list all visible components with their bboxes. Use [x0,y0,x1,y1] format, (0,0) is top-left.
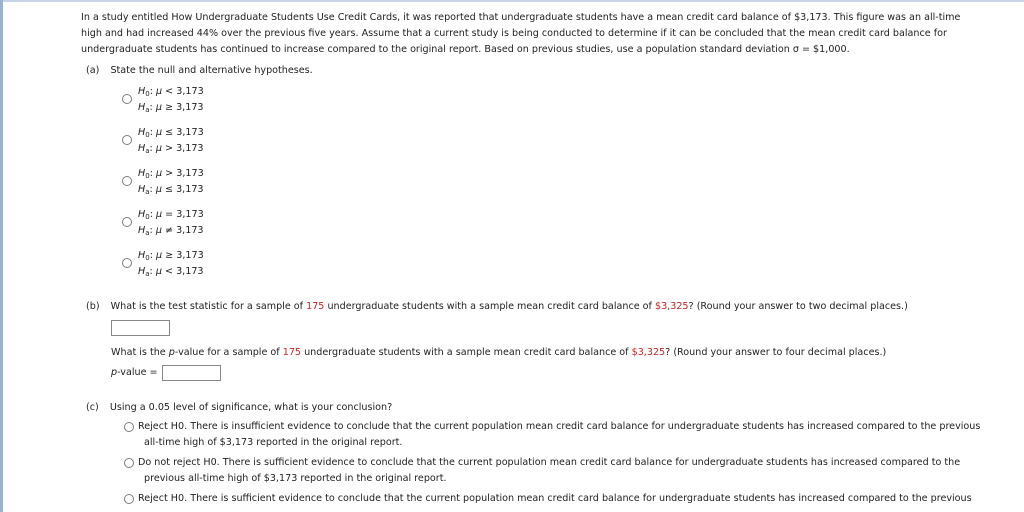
top-bar [0,0,1024,2]
part-b-q2-mid1: -value for a sample of [174,347,283,358]
part-a-label: (a) [86,65,100,76]
conclusion-cont-2: previous all-time high of $3,173 reported in the original report. [144,473,447,484]
p-word: p [168,347,175,358]
hypothesis-alt-4: $H_a$: μ ≠ 3,173 [138,225,204,237]
conclusion-text-1: Reject H0. There is insufficient evidence to conclude that the current population mean credit card balance for undergraduate students has increased compared to the previous [138,421,981,432]
part-a-header [86,65,313,76]
conclusion-radio-3[interactable] [124,494,134,504]
part-b-q1-pre: What is the test statistic for a sample of [110,301,307,312]
intro-line-2: high and had increased 44% over the previous five years. Assume that a current study is being conducted to determine if it can be concluded that the mean credit card balance for [81,28,947,39]
hypothesis-null-3: $H_0$: μ > 3,173 [138,168,204,180]
hypothesis-null-4: $H_0$: μ = 3,173 [138,209,204,221]
pvalue-p: p [111,367,118,378]
pvalue-label [111,367,158,378]
hypothesis-null-2: $H_0$: μ ≤ 3,173 [138,127,204,139]
part-b-label: (b) [86,301,100,312]
hypothesis-radio-3[interactable] [122,176,132,186]
conclusion-text-3: Reject H0. There is sufficient evidence to conclude that the current population mean credit card balance for undergraduate students has increased compared to the previous [138,493,972,504]
part-a-question: State the null and alternative hypotheses. [110,65,313,76]
part-c-label: (c) [86,402,99,413]
intro-line-1: In a study entitled How Undergraduate Students Use Credit Cards, it was reported that undergraduate students have a mean credit card balance of $3,173. This figure was an all-time [81,12,961,23]
part-b-q2 [111,347,1011,358]
intro-text [81,10,1001,58]
intro-line-3: undergraduate students has continued to increase compared to the original report. Based on previous studies, use a population standard deviation σ = $1,000. [81,44,850,55]
test-statistic-input[interactable] [111,320,170,336]
part-b-q2-mid2: undergraduate students with a sample mean credit card balance of [301,347,632,358]
sample-mean: $3,325 [654,301,689,312]
sample-mean-2: $3,325 [631,347,666,358]
conclusion-radio-2[interactable] [124,458,134,468]
conclusion-text-2: Do not reject H0. There is sufficient evidence to conclude that the current population mean credit card balance for undergraduate students has increased compared to the [138,457,961,468]
pvalue-input[interactable] [162,365,221,381]
part-b-q2-post: ? (Round your answer to four decimal places.) [665,347,887,358]
part-b-q1-post: ? (Round your answer to two decimal places.) [688,301,908,312]
sample-size-2: 175 [282,347,302,358]
hypothesis-radio-4[interactable] [122,217,132,227]
part-b-question [86,301,1006,312]
part-c-question: Using a 0.05 level of significance, what is your conclusion? [109,402,393,413]
hypothesis-alt-5: $H_a$: μ < 3,173 [138,266,204,278]
hypothesis-alt-2: $H_a$: μ > 3,173 [138,143,204,155]
pvalue-rest: -value = [117,367,158,378]
conclusion-radio-1[interactable] [124,422,134,432]
left-rule [0,0,3,512]
part-b-q1-mid: undergraduate students with a sample mean credit card balance of [324,301,655,312]
part-b-q2-pre: What is the [111,347,169,358]
hypothesis-null-1: $H_0$: μ < 3,173 [138,86,204,98]
sample-size: 175 [306,301,325,312]
hypothesis-radio-2[interactable] [122,135,132,145]
hypothesis-alt-3: $H_a$: μ ≤ 3,173 [138,184,204,196]
conclusion-cont-1: all-time high of $3,173 reported in the original report. [144,437,403,448]
hypothesis-null-5: $H_0$: μ ≥ 3,173 [138,250,204,262]
hypothesis-radio-5[interactable] [122,258,132,268]
part-c-header [86,402,392,413]
hypothesis-alt-1: $H_a$: μ ≥ 3,173 [138,102,204,114]
hypothesis-radio-1[interactable] [122,94,132,104]
